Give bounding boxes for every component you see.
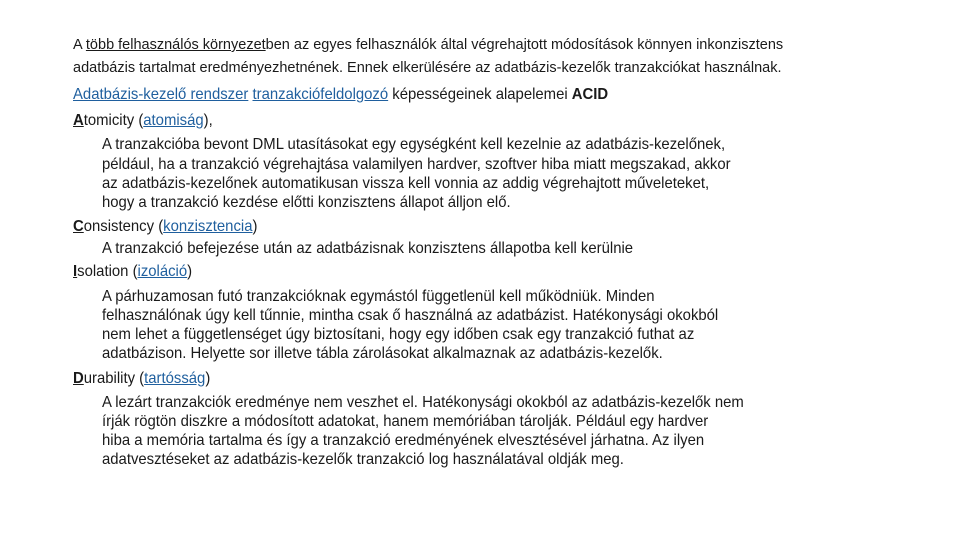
wiki-link[interactable]: atomiság <box>143 112 204 129</box>
text-segment: ) <box>205 370 211 387</box>
text-segment: ) <box>187 263 193 280</box>
wiki-link[interactable]: Adatbázis-kezelő rendszer <box>73 86 249 103</box>
durability-text <box>102 433 704 449</box>
text-segment: adatvesztéseket az adatbázis-kezelők tranzakció log használatával oldják meg. <box>102 451 624 468</box>
atomicity-heading <box>73 113 213 129</box>
text-segment: ACID <box>571 86 609 103</box>
durability-text <box>102 395 744 411</box>
text-segment: adatbázis tartalmat eredményezhetnének. Ennek elkerülésére az adatbázis-kezelők tranzakciókat használnak. <box>73 60 782 76</box>
text-segment: felhasználónak úgy kell tűnnie, mintha csak ő használná az adatbázist. Hatékonysági okokból <box>102 307 719 324</box>
atomicity-text <box>102 137 725 153</box>
text-segment: A lezárt tranzakciók eredménye nem veszhet el. Hatékonysági okokból az adatbázis-kezelők nem <box>102 394 744 411</box>
durability-heading <box>73 371 210 387</box>
text-segment: solation ( <box>77 263 138 280</box>
text-segment: több felhasználós környezet <box>85 37 266 53</box>
wiki-link[interactable]: konzisztencia <box>163 218 253 235</box>
text-segment: A tranzakció befejezése után az adatbázisnak konzisztens állapotba kell kerülnie <box>102 240 634 257</box>
atomicity-text <box>102 176 709 192</box>
text-segment: ben az egyes felhasználók által végrehajtott módosítások könnyen inkonzisztens <box>265 37 784 53</box>
acid-heading <box>73 87 608 103</box>
consistency-heading <box>73 219 257 235</box>
wiki-link[interactable]: tartósság <box>144 370 206 387</box>
text-segment: hiba a memória tartalma és így a tranzakció eredményének elvesztésével járhatna. Az ilyen <box>102 432 705 449</box>
text-segment: I <box>73 263 78 280</box>
text-segment: A <box>73 37 86 53</box>
text-segment: A párhuzamosan futó tranzakcióknak egymástól függetlenül kell működniük. Minden <box>102 288 655 305</box>
text-segment: például, ha a tranzakció végrehajtása valamilyen hardver, szoftver hiba miatt megszakad, akkor <box>102 156 731 173</box>
text-segment: ), <box>203 112 213 129</box>
text-segment: C <box>73 218 84 235</box>
text-segment: ) <box>252 218 258 235</box>
text-segment: onsistency ( <box>83 218 164 235</box>
text-segment: hogy a tranzakció kezdése előtti konzisztens állapot álljon elő. <box>102 194 511 211</box>
text-segment: nem lehet a függetlenséget úgy biztosítani, hogy egy időben csak egy tranzakció futhat az <box>102 326 695 343</box>
text-segment: írják rögtön diszkre a módosított adatokat, hanem memóriában tárolják. Például egy hardver <box>102 413 709 430</box>
intro-line <box>73 38 783 53</box>
isolation-heading <box>73 264 192 280</box>
intro-line <box>73 61 781 76</box>
text-segment: A tranzakcióba bevont DML utasításokat egy egységként kell kezelnie az adatbázis-kezelőnek, <box>102 136 726 153</box>
wiki-link[interactable]: izoláció <box>137 263 188 280</box>
text-segment: urability ( <box>83 370 145 387</box>
isolation-text <box>102 346 663 362</box>
wiki-link[interactable]: tranzakciófeldolgozó <box>252 86 389 103</box>
text-segment: tomicity ( <box>83 112 144 129</box>
text-segment: képességeinek alapelemei <box>388 86 572 103</box>
isolation-text <box>102 308 718 324</box>
atomicity-text <box>102 157 731 173</box>
text-segment: D <box>73 370 84 387</box>
isolation-text <box>102 289 655 305</box>
atomicity-text <box>102 195 511 211</box>
isolation-text <box>102 327 694 343</box>
text-segment: adatbázison. Helyette sor illetve tábla zárolásokat alkalmaznak az adatbázis-kezelők. <box>102 345 663 362</box>
text-segment: A <box>73 112 84 129</box>
durability-text <box>102 452 624 468</box>
durability-text <box>102 414 708 430</box>
text-segment: az adatbázis-kezelőnek automatikusan vissza kell vonnia az addig végrehajtott műveleteket, <box>102 175 710 192</box>
consistency-text <box>102 241 633 257</box>
